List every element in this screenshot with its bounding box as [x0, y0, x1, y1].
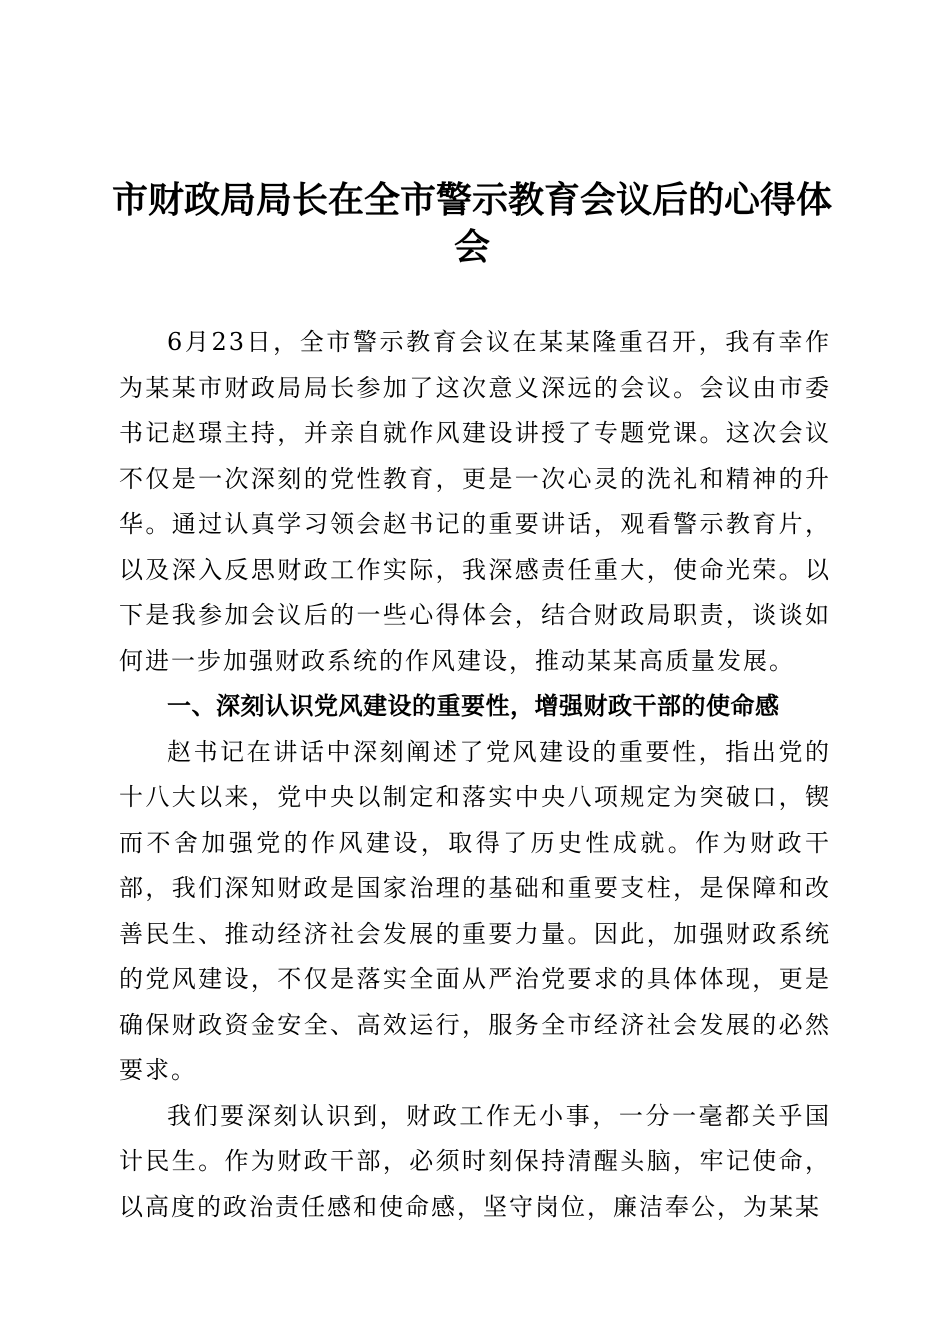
document-title: 市财政局局长在全市警示教育会议后的心得体会 [112, 179, 833, 268]
intro-paragraph: 6月23日，全市警示教育会议在某某隆重召开，我有幸作为某某市财政局局长参加了这次意义深远的会议。会议由市委书记赵璟主持，并亲自就作风建设讲授了专题党课。这次会议不仅是一次深刻的党性教育，更是一次心灵的洗礼和精神的升华。通过认真学习领会赵书记的重要讲话，观看警示教育片，以及深入反思财政工作实际，我深感责任重大，使命光荣。以下是我参加会议后的一些心得体会，结合财政局职责，谈谈如何进一步加强财政系统的作风建设，推动某某高质量发展。 [119, 328, 831, 675]
section-paragraph: 赵书记在讲话中深刻阐述了党风建设的重要性，指出党的十八大以来，党中央以制定和落实中央八项规定为突破口，锲而不舍加强党的作风建设，取得了历史性成就。作为财政干部，我们深知财政是国家治理的基础和重要支柱，是保障和改善民生、推动经济社会发展的重要力量。因此，加强财政系统的党风建设，不仅是落实全面从严治党要求的具体体现，更是确保财政资金安全、高效运行，服务全市经济社会发展的必然要求。 [119, 737, 831, 1084]
section-paragraph: 我们要深刻认识到，财政工作无小事，一分一毫都关乎国计民生。作为财政干部，必须时刻保持清醒头脑，牢记使命，以高度的政治责任感和使命感，坚守岗位，廉洁奉公，为某某 [119, 1101, 831, 1221]
section-heading: 一、深刻认识党风建设的重要性，增强财政干部的使命感 [167, 692, 780, 720]
document-body [119, 320, 831, 1230]
